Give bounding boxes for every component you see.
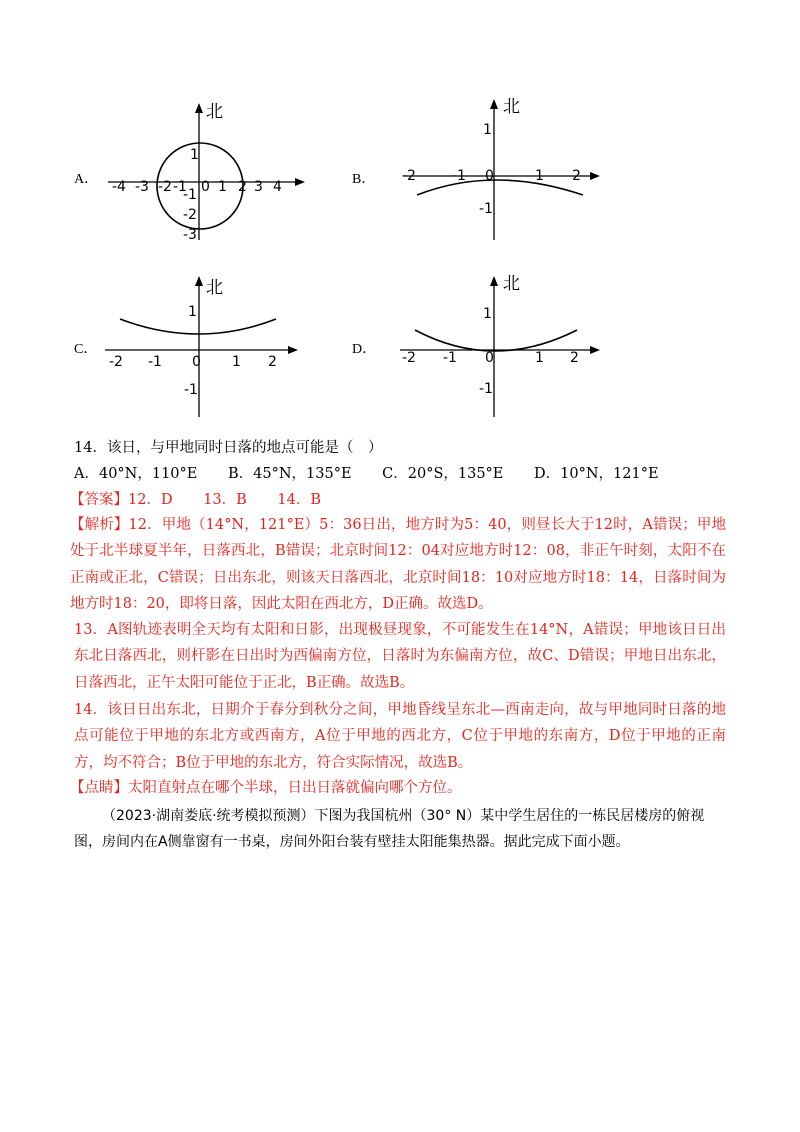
svg-text:-1: -1 — [479, 201, 493, 217]
answer-12: 12．D — [128, 492, 173, 508]
svg-text:4: 4 — [273, 179, 282, 195]
svg-text:-1: -1 — [183, 187, 197, 203]
svg-text:2: 2 — [572, 168, 581, 184]
option-d-label: D． — [352, 342, 377, 357]
option-b: B．45°N，135°E — [227, 466, 352, 482]
svg-text:1: 1 — [535, 350, 544, 366]
svg-text:1: 1 — [483, 306, 492, 322]
svg-text:-2: -2 — [402, 168, 416, 184]
svg-text:0: 0 — [192, 354, 201, 370]
svg-text:-1: -1 — [173, 179, 187, 195]
answer-13: 13．B — [203, 492, 247, 508]
north-label: 北 — [206, 278, 223, 298]
svg-text:1: 1 — [188, 304, 197, 320]
svg-text:1: 1 — [535, 168, 544, 184]
question-14-options — [74, 464, 659, 484]
analysis-12: 【解析】12．甲地（14°N，121°E）5：36日出，地方时为5：40，则昼长大于12时，A错误；甲地处于北半球夏半年，日落西北，B错误；北京时间12：04对应地方时12：08，非正午时刻，太阳不在正南或正北，C错误；日出东北，则该天日落西北，北京时间18：10对应地方时18：14，日落时间为地方时18：20，即将日落，因此太阳在西北方，D正确。故选D。 — [70, 517, 727, 612]
sun-path-curve — [120, 319, 276, 334]
svg-text:2: 2 — [268, 354, 277, 370]
option-b-label: B． — [352, 172, 376, 187]
svg-text:2: 2 — [238, 179, 247, 195]
svg-text:-2: -2 — [183, 207, 197, 223]
option-c-label: C． — [74, 342, 98, 357]
svg-text:1: 1 — [190, 147, 199, 163]
answer-14: 14．B — [277, 492, 322, 508]
svg-text:-2: -2 — [158, 179, 172, 195]
svg-text:1: 1 — [483, 122, 492, 138]
svg-text:1: 1 — [232, 354, 241, 370]
tip-text: 太阳直射点在哪个半球，日出日落就偏向哪个方位。 — [128, 780, 462, 796]
option-a-diagram — [100, 95, 300, 249]
option-b-diagram — [395, 95, 605, 249]
option-c: C．20°S，135°E — [382, 466, 504, 482]
svg-text:3: 3 — [254, 179, 263, 195]
option-d: D．10°N，121°E — [534, 466, 659, 482]
question-14-stem: 14．该日，与甲地同时日落的地点可能是（ ） — [74, 440, 383, 456]
svg-text:0: 0 — [201, 179, 210, 195]
svg-text:-2: -2 — [402, 350, 416, 366]
analysis-tag: 【解析】 — [70, 517, 129, 533]
analysis-14: 14．该日日出东北，日期介于春分到秋分之间，甲地昏线呈东北—西南走向，故与甲地同时日落的地点可能位于甲地的东北方或西南方，A位于甲地的西北方，C位于甲地的东南方，D位于甲地的正南方，均不符合；B位于甲地的东北方，符合实际情况，故选B。 — [74, 702, 726, 771]
option-c-diagram — [100, 272, 310, 426]
north-label: 北 — [503, 97, 520, 117]
svg-text:1: 1 — [218, 179, 227, 195]
svg-text:-3: -3 — [183, 227, 197, 243]
sun-path-curve — [415, 330, 577, 351]
svg-text:-1: -1 — [148, 354, 162, 370]
svg-text:-4: -4 — [112, 179, 126, 195]
svg-text:0: 0 — [485, 168, 494, 184]
svg-text:0: 0 — [485, 350, 494, 366]
tip-line — [70, 778, 462, 798]
north-label: 北 — [503, 274, 520, 294]
option-d-diagram — [395, 272, 605, 426]
svg-text:-3: -3 — [135, 179, 149, 195]
svg-text:-1: -1 — [184, 382, 198, 398]
svg-text:-1: -1 — [479, 381, 493, 397]
option-a: A．40°N，110°E — [74, 466, 198, 482]
analysis-13: 13．A图轨迹表明全天均有太阳和日影，出现极昼现象，不可能发生在14°N，A错误；甲地该日日出东北日落西北，则杆影在日出时为西偏南方位，日落时为东偏南方位，故C、D错误；甲地日出东北，日落西北，正午太阳可能位于正北，B正确。故选B。 — [74, 622, 726, 691]
svg-text:-1: -1 — [452, 168, 466, 184]
svg-text:-1: -1 — [443, 350, 457, 366]
option-a-label: A． — [74, 172, 99, 187]
svg-text:-2: -2 — [109, 354, 123, 370]
svg-text:2: 2 — [570, 350, 579, 366]
answer-tag: 【答案】 — [70, 492, 128, 508]
north-label: 北 — [206, 102, 223, 122]
next-question-intro: （2023·湖南娄底·统考模拟预测）下图为我国杭州（30° N）某中学生居住的一栋民居楼房的俯视图，房间内在A侧靠窗有一书桌，房间外阳台装有壁挂太阳能集热器。据此完成下面小题。 — [74, 808, 705, 850]
answer-line — [70, 490, 321, 510]
tip-tag: 【点睛】 — [70, 780, 128, 796]
sun-path-curve — [417, 180, 583, 195]
